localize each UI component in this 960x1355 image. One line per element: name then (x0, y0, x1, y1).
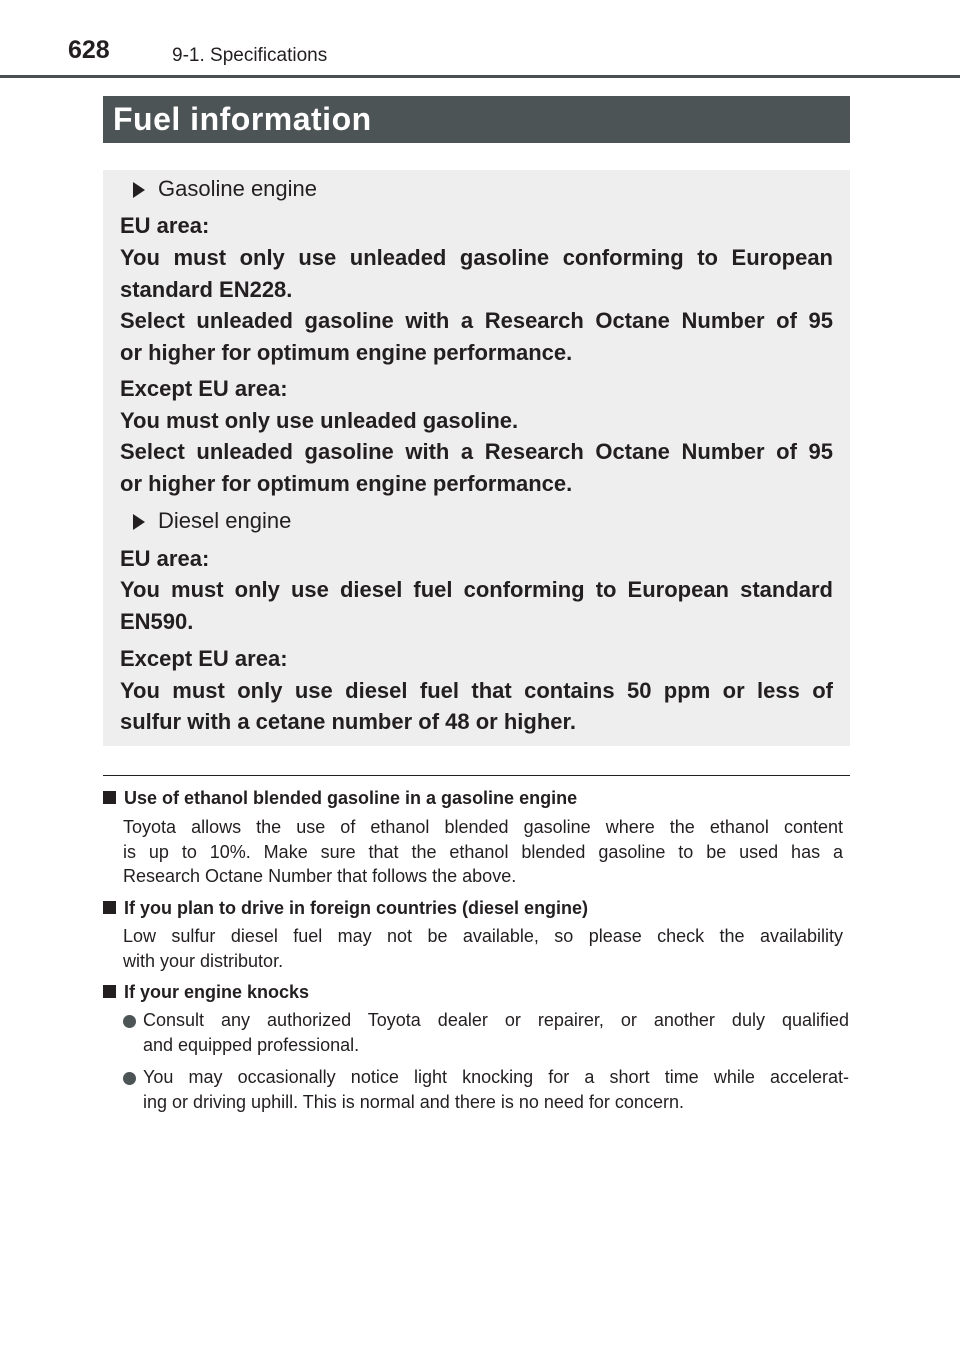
triangle-bullet-icon (133, 182, 145, 198)
round-bullet-icon (123, 1015, 136, 1028)
note-heading-label: Use of ethanol blended gasoline in a gasoline engine (124, 788, 578, 808)
gasoline-heading (133, 178, 317, 200)
page-title: Fuel information (113, 101, 372, 137)
page-number: 628 (68, 36, 110, 64)
diesel-eu-line: EN590. (120, 609, 194, 634)
bullet-text: and equipped professional. (143, 1035, 360, 1055)
diesel-non-eu-line: You must only use diesel fuel that contains 50 ppm or less of (120, 678, 833, 703)
gasoline-eu-line: You must only use unleaded gasoline conforming to European (120, 245, 833, 270)
gasoline-heading-label: Gasoline engine (158, 176, 318, 201)
diesel-non-eu-label: Except EU area: (120, 646, 288, 671)
gasoline-non-eu-line: You must only use unleaded gasoline. (120, 408, 519, 433)
bullet-text: You may occasionally notice light knocking for a short time while accelerat- (143, 1067, 849, 1087)
note-heading (103, 982, 309, 1003)
gasoline-eu-line: standard EN228. (120, 277, 293, 302)
note-text: Research Octane Number that follows the above. (123, 866, 517, 886)
note-heading-label: If you plan to drive in foreign countries (diesel engine) (124, 898, 589, 918)
diesel-heading (133, 510, 291, 532)
section-divider (103, 775, 850, 776)
note-text: Toyota allows the use of ethanol blended gasoline where the ethanol content (123, 817, 843, 837)
gasoline-eu-line: Select unleaded gasoline with a Research Octane Number of 95 (120, 308, 833, 333)
note-heading-label: If your engine knocks (124, 982, 310, 1002)
diesel-eu-line: You must only use diesel fuel conforming to European standard (120, 577, 833, 602)
bullet-text: ing or driving uphill. This is normal and there is no need for concern. (143, 1092, 684, 1112)
note-text: Low sulfur diesel fuel may not be available, so please check the availability (123, 926, 843, 946)
bullet-text: Consult any authorized Toyota dealer or repairer, or another duly qualified (143, 1010, 849, 1030)
square-bullet-icon (103, 985, 116, 998)
gasoline-non-eu-label: Except EU area: (120, 376, 288, 401)
square-bullet-icon (103, 901, 116, 914)
gasoline-non-eu-line: or higher for optimum engine performance. (120, 471, 573, 496)
gasoline-eu-line: or higher for optimum engine performance. (120, 340, 573, 365)
diesel-heading-label: Diesel engine (158, 508, 292, 533)
triangle-bullet-icon (133, 514, 145, 530)
page-title-bar (103, 96, 850, 143)
running-head: 9-1. Specifications (172, 45, 328, 66)
round-bullet-icon (123, 1072, 136, 1085)
diesel-non-eu-line: sulfur with a cetane number of 48 or higher. (120, 709, 576, 734)
note-heading (103, 788, 577, 809)
note-heading (103, 898, 588, 919)
gasoline-non-eu-line: Select unleaded gasoline with a Research Octane Number of 95 (120, 439, 833, 464)
gasoline-eu-label: EU area: (120, 213, 210, 238)
note-text: with your distributor. (123, 951, 284, 971)
note-text: is up to 10%. Make sure that the ethanol blended gasoline to be used has a (123, 842, 843, 862)
header-rule (0, 75, 960, 78)
diesel-eu-label: EU area: (120, 546, 210, 571)
square-bullet-icon (103, 791, 116, 804)
